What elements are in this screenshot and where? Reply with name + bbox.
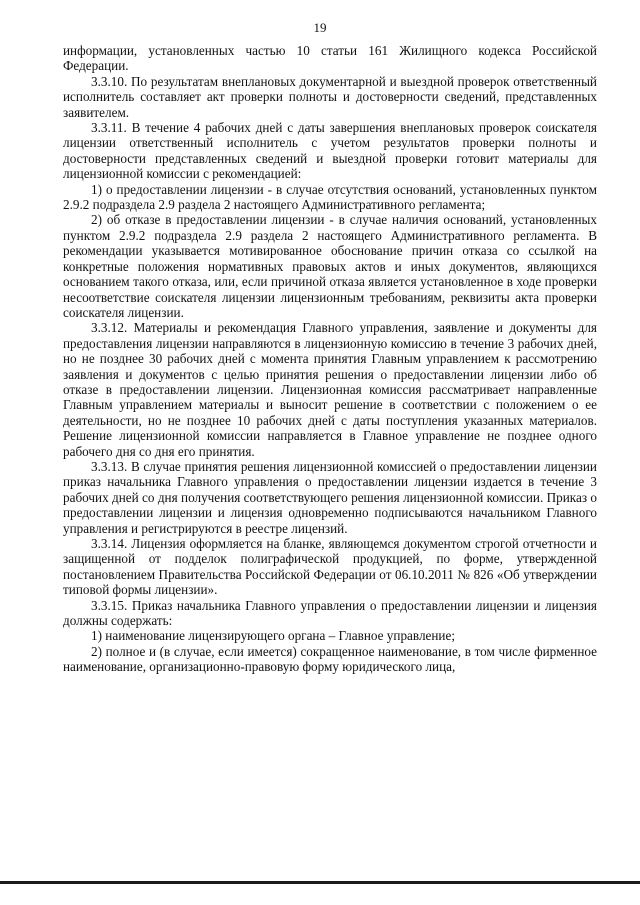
content-item-2: 2) полное и (в случае, если имеется) сокращенное наименование, в том числе фирменное наименование, организационно-правовую форму юридического лица, — [63, 643, 597, 675]
paragraph-3-3-14: 3.3.14. Лицензия оформляется на бланке, являющемся документом строгой отчетности и защищенной от подделок полиграфической продукцией, по форме, утвержденной постановлением Правительства Российской Федерации от 06.10.2011 № 826 «Об утверждении типовой формы лицензии». — [63, 536, 597, 598]
paragraph-3-3-11: 3.3.11. В течение 4 рабочих дней с даты завершения внеплановых проверок соискателя лицензии ответственный исполнитель с учетом результатов проверки полноты и достоверности представленных сведений и выездной проверки готовит материалы для лицензионной комиссии с рекомендацией: — [63, 120, 597, 182]
page-number: 19 — [313, 20, 327, 35]
paragraph-3-3-13: 3.3.13. В случае принятия решения лицензионной комиссией о предоставлении лицензии приказ начальника Главного управления о предоставлении лицензии издается в течение 3 рабочих дней со дня получения соответствующего решения лицензионной комиссии. Приказ о предоставлении лицензии и лицензия одновременно подписываются начальником Главного управления и регистрируются в реестре лицензий. — [63, 458, 597, 536]
content-item-1: 1) наименование лицензирующего органа – Главное управление; — [91, 628, 456, 644]
document-body — [63, 43, 597, 675]
page-bottom-rule — [0, 881, 640, 884]
paragraph-3-3-15: 3.3.15. Приказ начальника Главного управления о предоставлении лицензии и лицензия должны содержать: — [63, 597, 597, 629]
list-item-2: 2) об отказе в предоставлении лицензии - в случае наличия оснований, установленных пунктом 2.9.2 подраздела 2.9 раздела 2 настоящего Административного регламента. В рекомендации указывается мотивированное обоснование причин отказа со ссылкой на конкретные положения нормативных правовых актов и иных документов, являющихся основанием такого отказа, или, если причиной отказа является установленное в ходе проверки несоответствие соискателя лицензии лицензионным требованиям, реквизиты акта проверки соискателя лицензии. — [63, 212, 597, 320]
list-item-1: 1) о предоставлении лицензии - в случае отсутствия оснований, установленных пунктом 2.9.2 подраздела 2.9 раздела 2 настоящего Административного регламента; — [63, 181, 597, 213]
paragraph-3-3-12: 3.3.12. Материалы и рекомендация Главного управления, заявление и документы для предоставления лицензии направляются в лицензионную комиссию в течение 3 рабочих дней, но не позднее 30 рабочих дней с момента принятия Главным управлением к рассмотрению заявления и документов с целью принятия решения о предоставлении лицензии либо об отказе в предоставлении лицензии. Лицензионная комиссия рассматривает направленные Главным управлением материалы и выносит решение в соответствии с положением о ее деятельности, но не позднее 10 рабочих дней с даты поступления указанных материалов. Решение лицензионной комиссии направляется в Главное управление не позднее одного рабочего дня со дня его принятия. — [63, 320, 597, 459]
paragraph-continuation: информации, установленных частью 10 статьи 161 Жилищного кодекса Российской Федерации. — [63, 43, 597, 74]
paragraph-3-3-10: 3.3.10. По результатам внеплановых документарной и выездной проверок ответственный исполнитель составляет акт проверки полноты и достоверности сведений, представленных заявителем. — [63, 73, 597, 120]
